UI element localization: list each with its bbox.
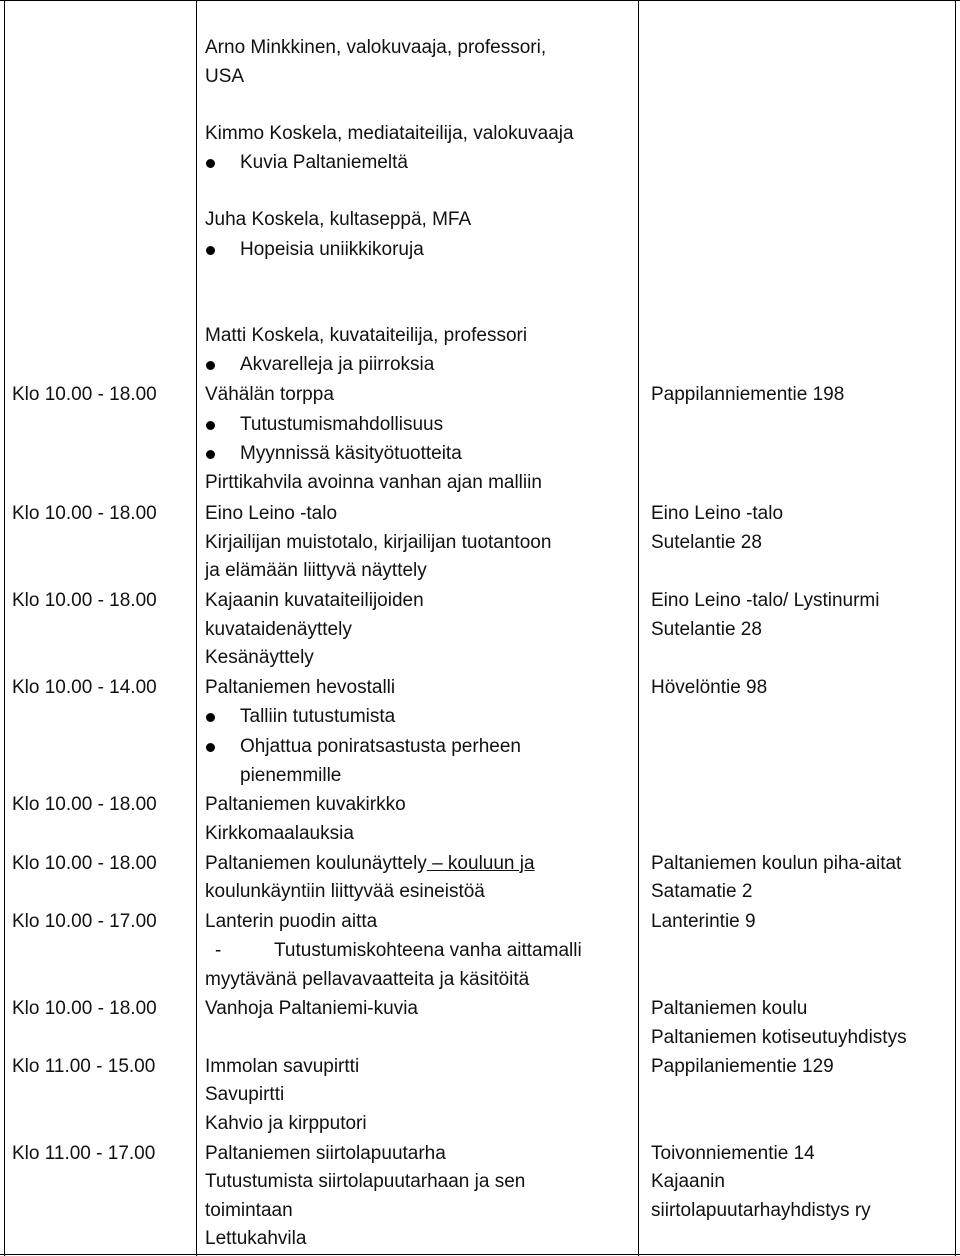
event-line: Immolan savupirtti [205, 1056, 360, 1077]
column-divider-2 [638, 0, 639, 1256]
bullet-icon [206, 361, 215, 370]
event-title: Eino Leino -talo [205, 503, 338, 524]
arno-line-1: Arno Minkkinen, valokuvaaja, professori, [205, 37, 547, 58]
event-line: myytävänä pellavavaatteita ja käsitöitä [205, 969, 530, 990]
juha-bullet: Hopeisia uniikkikoruja [240, 239, 424, 260]
event-line: Paltaniemen siirtolapuutarha [205, 1143, 446, 1164]
event-title: Lanterin puodin aitta [205, 911, 378, 932]
time-cell: Klo 11.00 - 15.00 [12, 1056, 156, 1077]
event-title-rest: – kouluun ja [426, 853, 535, 874]
bullet-icon [206, 421, 215, 430]
table-border-right [955, 0, 956, 1256]
event-title: Paltaniemen hevostalli [205, 677, 396, 698]
time-cell: Klo 10.00 - 18.00 [12, 998, 157, 1019]
event-bullet: Myynnissä käsityötuotteita [240, 443, 462, 464]
event-line: Kirjailijan muistotalo, kirjailijan tuotantoon [205, 532, 552, 553]
event-line: Lettukahvila [205, 1228, 307, 1249]
event-bullet: Ohjattua poniratsastusta perheen [240, 736, 521, 757]
kimmo-bullet: Kuvia Paltaniemeltä [240, 152, 408, 173]
bullet-icon [206, 159, 215, 168]
time-cell: Klo 10.00 - 18.00 [12, 384, 157, 405]
event-line: Pirttikahvila avoinna vanhan ajan malliin [205, 472, 542, 493]
bullet-icon [206, 450, 215, 459]
place-cell: Eino Leino -talo/ Lystinurmi [651, 590, 880, 611]
place-cell: Sutelantie 28 [651, 619, 762, 640]
event-line: Kajaanin kuvataiteilijoiden [205, 590, 424, 611]
time-cell: Klo 10.00 - 18.00 [12, 853, 157, 874]
matti-title: Matti Koskela, kuvataiteilija, professori [205, 325, 528, 346]
place-cell: Paltaniemen kotiseutuyhdistys [651, 1027, 907, 1048]
event-title: Vähälän torppa [205, 384, 334, 405]
juha-title: Juha Koskela, kultaseppä, MFA [205, 209, 472, 230]
time-cell: Klo 10.00 - 18.00 [12, 503, 157, 524]
event-bullet: Tutustumismahdollisuus [240, 414, 444, 435]
arno-line-2: USA [205, 66, 245, 87]
event-title-line [205, 852, 535, 876]
place-cell: Hövelöntie 98 [651, 677, 768, 698]
event-line: koulunkäyntiin liittyvää esineistöä [205, 881, 485, 902]
time-cell: Klo 10.00 - 18.00 [12, 794, 157, 815]
event-line: Kahvio ja kirpputori [205, 1113, 367, 1134]
place-cell: Satamatie 2 [651, 881, 753, 902]
place-cell: Paltaniemen koulun piha-aitat [651, 853, 902, 874]
event-dash-item: Tutustumiskohteena vanha aittamalli [274, 940, 582, 961]
event-bullet-continuation: pienemmille [240, 765, 342, 786]
table-border-bottom [0, 1254, 960, 1255]
table-border-top [0, 0, 960, 1]
event-line: ja elämään liittyvä näyttely [205, 560, 427, 581]
dash-marker: - [215, 940, 222, 961]
bullet-icon [206, 246, 215, 255]
place-cell: Lanterintie 9 [651, 911, 756, 932]
event-line: Kesänäyttely [205, 647, 314, 668]
event-title: Paltaniemen koulunäyttely [205, 853, 427, 874]
place-cell: Pappilaniementie 129 [651, 1056, 834, 1077]
column-divider-1 [196, 0, 197, 1256]
time-cell: Klo 10.00 - 18.00 [12, 590, 157, 611]
bullet-icon [206, 743, 215, 752]
event-line: Tutustumista siirtolapuutarhaan ja sen [205, 1171, 526, 1192]
place-cell: Pappilanniementie 198 [651, 384, 845, 405]
event-title: Vanhoja Paltaniemi-kuvia [205, 998, 418, 1019]
event-bullet: Talliin tutustumista [240, 706, 396, 727]
event-line: Savupirtti [205, 1084, 285, 1105]
matti-bullet: Akvarelleja ja piirroksia [240, 354, 435, 375]
time-cell: Klo 11.00 - 17.00 [12, 1143, 156, 1164]
place-cell: Paltaniemen koulu [651, 998, 808, 1019]
place-cell: Eino Leino -talo [651, 503, 784, 524]
kimmo-title: Kimmo Koskela, mediataiteilija, valokuvaaja [205, 123, 574, 144]
bullet-icon [206, 713, 215, 722]
table-border-left [4, 0, 5, 1256]
place-cell: Kajaanin [651, 1171, 725, 1192]
place-cell: siirtolapuutarhayhdistys ry [651, 1200, 871, 1221]
event-line: kuvataidenäyttely [205, 619, 352, 640]
time-cell: Klo 10.00 - 14.00 [12, 677, 157, 698]
place-cell: Toivonniementie 14 [651, 1143, 815, 1164]
event-line: Paltaniemen kuvakirkko [205, 794, 406, 815]
event-line: toimintaan [205, 1200, 293, 1221]
place-cell: Sutelantie 28 [651, 532, 762, 553]
time-cell: Klo 10.00 - 17.00 [12, 911, 157, 932]
event-line: Kirkkomaalauksia [205, 823, 354, 844]
